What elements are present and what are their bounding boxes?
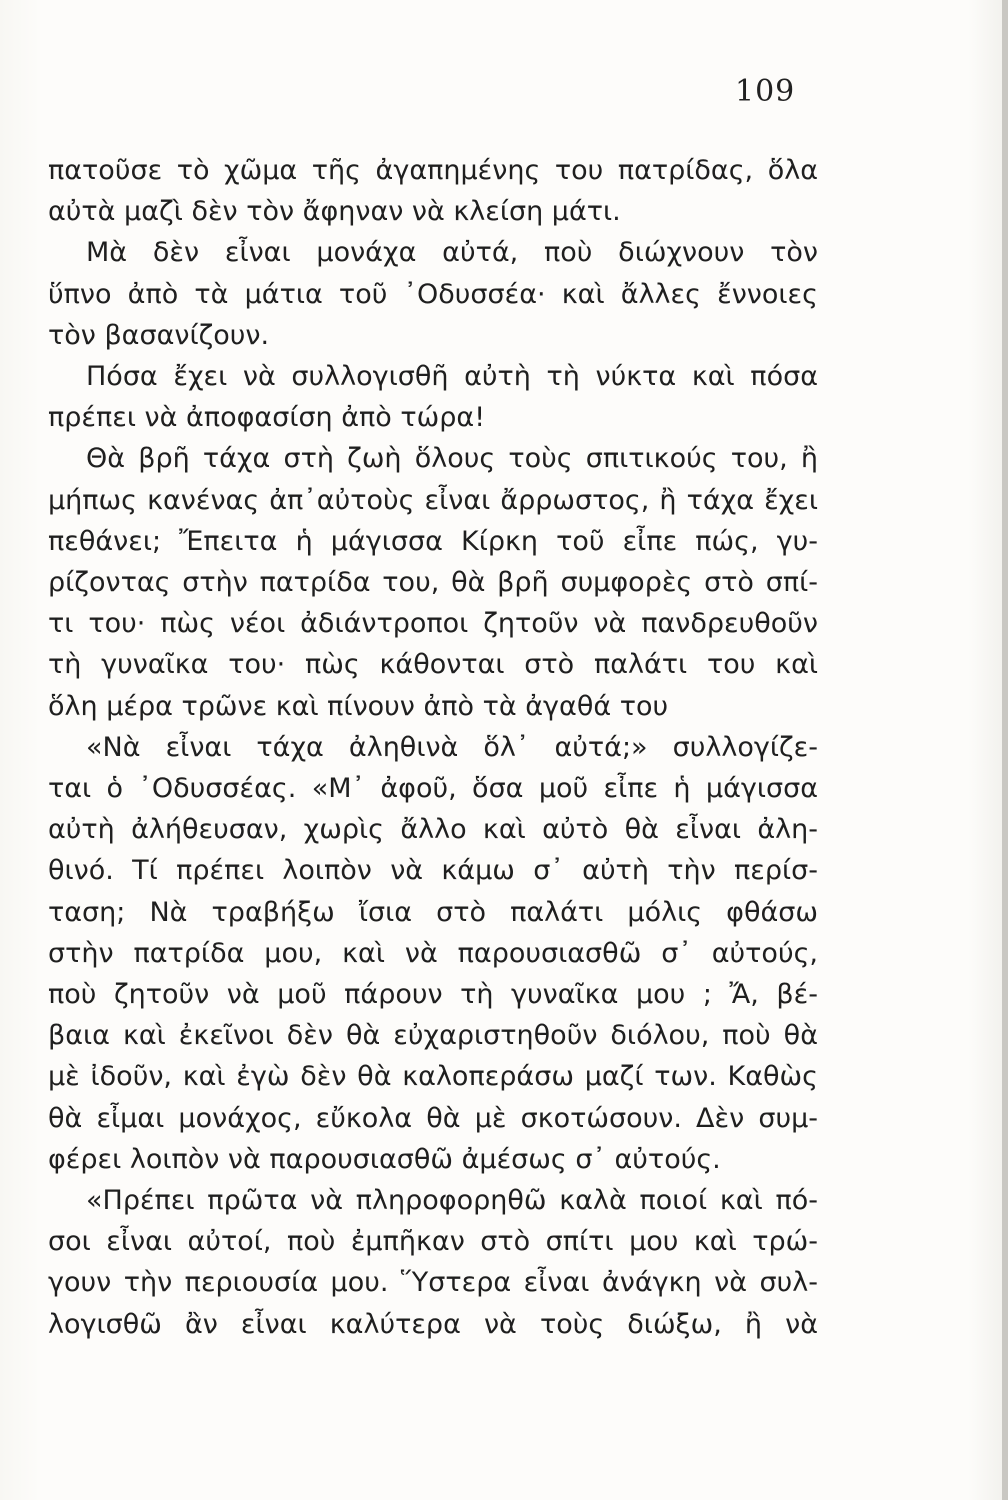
text-line: αὐτὴ ἀλήθευσαν, χωρὶς ἄλλο καὶ αὐτὸ θὰ εἶναι ἀλη- (48, 814, 818, 846)
text-line: φέρει λοιπὸν νὰ παρουσιασθῶ ἀμέσως σ᾿ αὐτούς. (48, 1143, 721, 1175)
text-line: σοι εἶναι αὐτοί, ποὺ ἐμπῆκαν στὸ σπίτι μου καὶ τρώ- (48, 1226, 818, 1258)
text-line: τὴ γυναῖκα του· πὼς κάθονται στὸ παλάτι του καὶ (48, 649, 818, 681)
page-number: 109 (735, 74, 796, 109)
text-line: μήπως κανένας ἀπ᾿αὐτοὺς εἶναι ἄρρωστος, ἢ τάχα ἔχει (48, 484, 818, 516)
text-line: θινό. Τί πρέπει λοιπὸν νὰ κάμω σ᾿ αὐτὴ τὴν περίσ- (48, 855, 818, 887)
text-line: λογισθῶ ἂν εἶναι καλύτερα νὰ τοὺς διώξω, ἢ νὰ (48, 1308, 818, 1340)
text-line: αὐτὰ μαζὶ δὲν τὸν ἄφηναν νὰ κλείση μάτι. (48, 196, 621, 228)
text-line: πεθάνει; Ἔπειτα ἡ μάγισσα Κίρκη τοῦ εἶπε πώς, γυ- (48, 525, 818, 557)
text-line: στὴν πατρίδα μου, καὶ νὰ παρουσιασθῶ σ᾿ αὐτούς, (48, 937, 818, 969)
text-line: ται ὁ ᾿Οδυσσέας. «Μ᾿ ἀφοῦ, ὅσα μοῦ εἶπε ἡ μάγισσα (48, 773, 818, 804)
text-line: ρίζοντας στὴν πατρίδα του, θὰ βρῆ συμφορὲς στὸ σπί- (48, 567, 818, 598)
text-line: τὸν βασανίζουν. (48, 319, 270, 351)
text-line: τι του· πὼς νέοι ἀδιάντροποι ζητοῦν νὰ πανδρευθοῦν (48, 608, 818, 640)
text-line: πατοῦσε τὸ χῶμα τῆς ἀγαπημένης του πατρίδας, ὅλα (48, 155, 818, 186)
text-line: μὲ ἰδοῦν, καὶ ἐγὼ δὲν θὰ καλοπεράσω μαζί των. Καθὼς (48, 1061, 818, 1093)
text-line: γουν τὴν περιουσία μου. Ὕστερα εἶναι ἀνάγκη νὰ συλ- (48, 1267, 818, 1299)
text-line: «Πρέπει πρῶτα νὰ πληροφορηθῶ καλὰ ποιοί καὶ πό- (86, 1185, 818, 1216)
text-line: πρέπει νὰ ἀποφασίση ἀπὸ τώρα! (48, 402, 486, 434)
text-line: ταση; Νὰ τραβήξω ἴσια στὸ παλάτι μόλις φθάσω (48, 896, 818, 928)
text-line: Πόσα ἔχει νὰ συλλογισθῆ αὐτὴ τὴ νύκτα καὶ πόσα (86, 361, 818, 392)
text-line: θὰ εἶμαι μονάχος, εὔκολα θὰ μὲ σκοτώσουν. Δὲν συμ- (48, 1102, 818, 1134)
text-line: ὅλη μέρα τρῶνε καὶ πίνουν ἀπὸ τὰ ἀγαθά του (48, 690, 669, 722)
text-line: ὕπνο ἀπὸ τὰ μάτια τοῦ ᾿Οδυσσέα· καὶ ἄλλες ἔννοιες (48, 278, 818, 310)
text-line: «Νὰ εἶναι τάχα ἀληθινὰ ὅλ᾿ αὐτά;» συλλογίζε- (86, 731, 818, 763)
text-line: Θὰ βρῆ τάχα στὴ ζωὴ ὅλους τοὺς σπιτικούς του, ἢ (86, 443, 818, 475)
text-line: Μὰ δὲν εἶναι μονάχα αὐτά, ποὺ διώχνουν τὸν (86, 237, 818, 269)
text-line: ποὺ ζητοῦν νὰ μοῦ πάρουν τὴ γυναῖκα μου ; Ἄ, βέ- (48, 979, 818, 1010)
text-line: βαια καὶ ἐκεῖνοι δὲν θὰ εὐχαριστηθοῦν διόλου, ποὺ θὰ (48, 1020, 818, 1052)
